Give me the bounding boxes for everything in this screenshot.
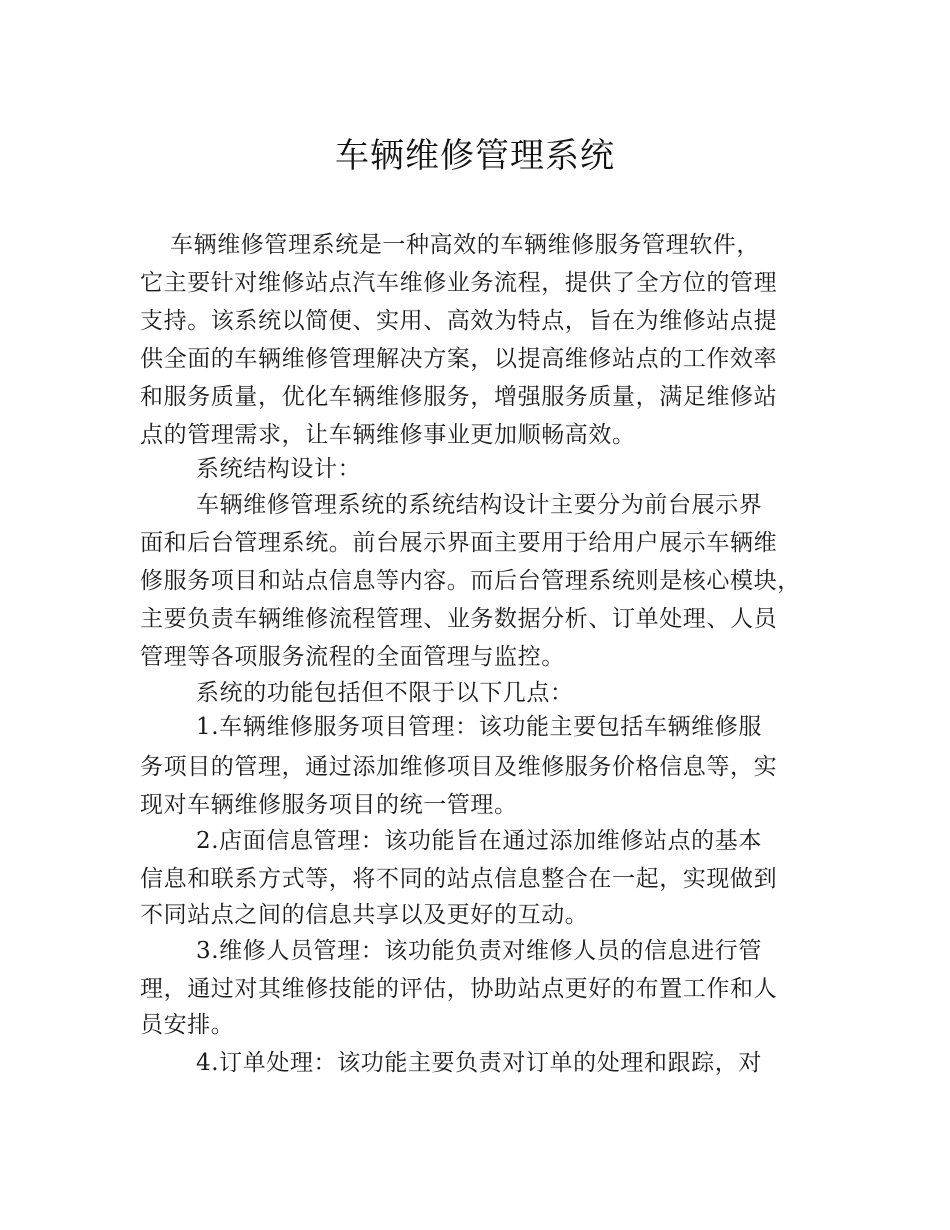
list-item: 2.店面信息管理：该功能旨在通过添加维修站点的基本 (196, 828, 762, 854)
list-item: 3.维修人员管理：该功能负责对维修人员的信息进行管 (196, 938, 762, 964)
document-title: 车辆维修管理系统 (335, 136, 615, 176)
body-line: 供全面的车辆维修管理解决方案，以提高维修站点的工作效率 (140, 346, 778, 372)
section-heading: 系统结构设计： (196, 456, 362, 482)
body-line: 修服务项目和站点信息等内容。而后台管理系统则是核心模块， (140, 568, 801, 594)
list-item: 1.车辆维修服务项目管理：该功能主要包括车辆维修服 (196, 714, 762, 740)
body-line: 信息和联系方式等，将不同的站点信息整合在一起，实现做到 (140, 866, 778, 892)
body-line: 主要负责车辆维修流程管理、业务数据分析、订单处理、人员 (140, 606, 778, 632)
body-line: 和服务质量，优化车辆维修服务，增强服务质量，满足维修站 (140, 384, 778, 410)
body-line: 务项目的管理，通过添加维修项目及维修服务价格信息等，实 (140, 754, 778, 780)
body-line: 它主要针对维修站点汽车维修业务流程，提供了全方位的管理 (140, 270, 778, 296)
list-item: 4.订单处理：该功能主要负责对订单的处理和跟踪，对 (196, 1050, 762, 1076)
body-line: 理，通过对其维修技能的评估，协助站点更好的布置工作和人 (140, 976, 778, 1002)
body-line: 员安排。 (140, 1012, 235, 1038)
body-line: 点的管理需求，让车辆维修事业更加顺畅高效。 (140, 422, 636, 448)
body-line: 管理等各项服务流程的全面管理与监控。 (140, 644, 565, 670)
body-line: 车辆维修管理系统是一种高效的车辆维修服务管理软件， (170, 232, 760, 258)
body-line: 支持。该系统以简便、实用、高效为特点，旨在为维修站点提 (140, 308, 778, 334)
section-heading: 系统的功能包括但不限于以下几点： (196, 680, 574, 706)
body-line: 面和后台管理系统。前台展示界面主要用于给用户展示车辆维 (140, 530, 778, 556)
body-line: 不同站点之间的信息共享以及更好的互动。 (140, 902, 589, 928)
body-line: 现对车辆维修服务项目的统一管理。 (140, 792, 518, 818)
body-line: 车辆维修管理系统的系统结构设计主要分为前台展示界 (196, 492, 763, 518)
